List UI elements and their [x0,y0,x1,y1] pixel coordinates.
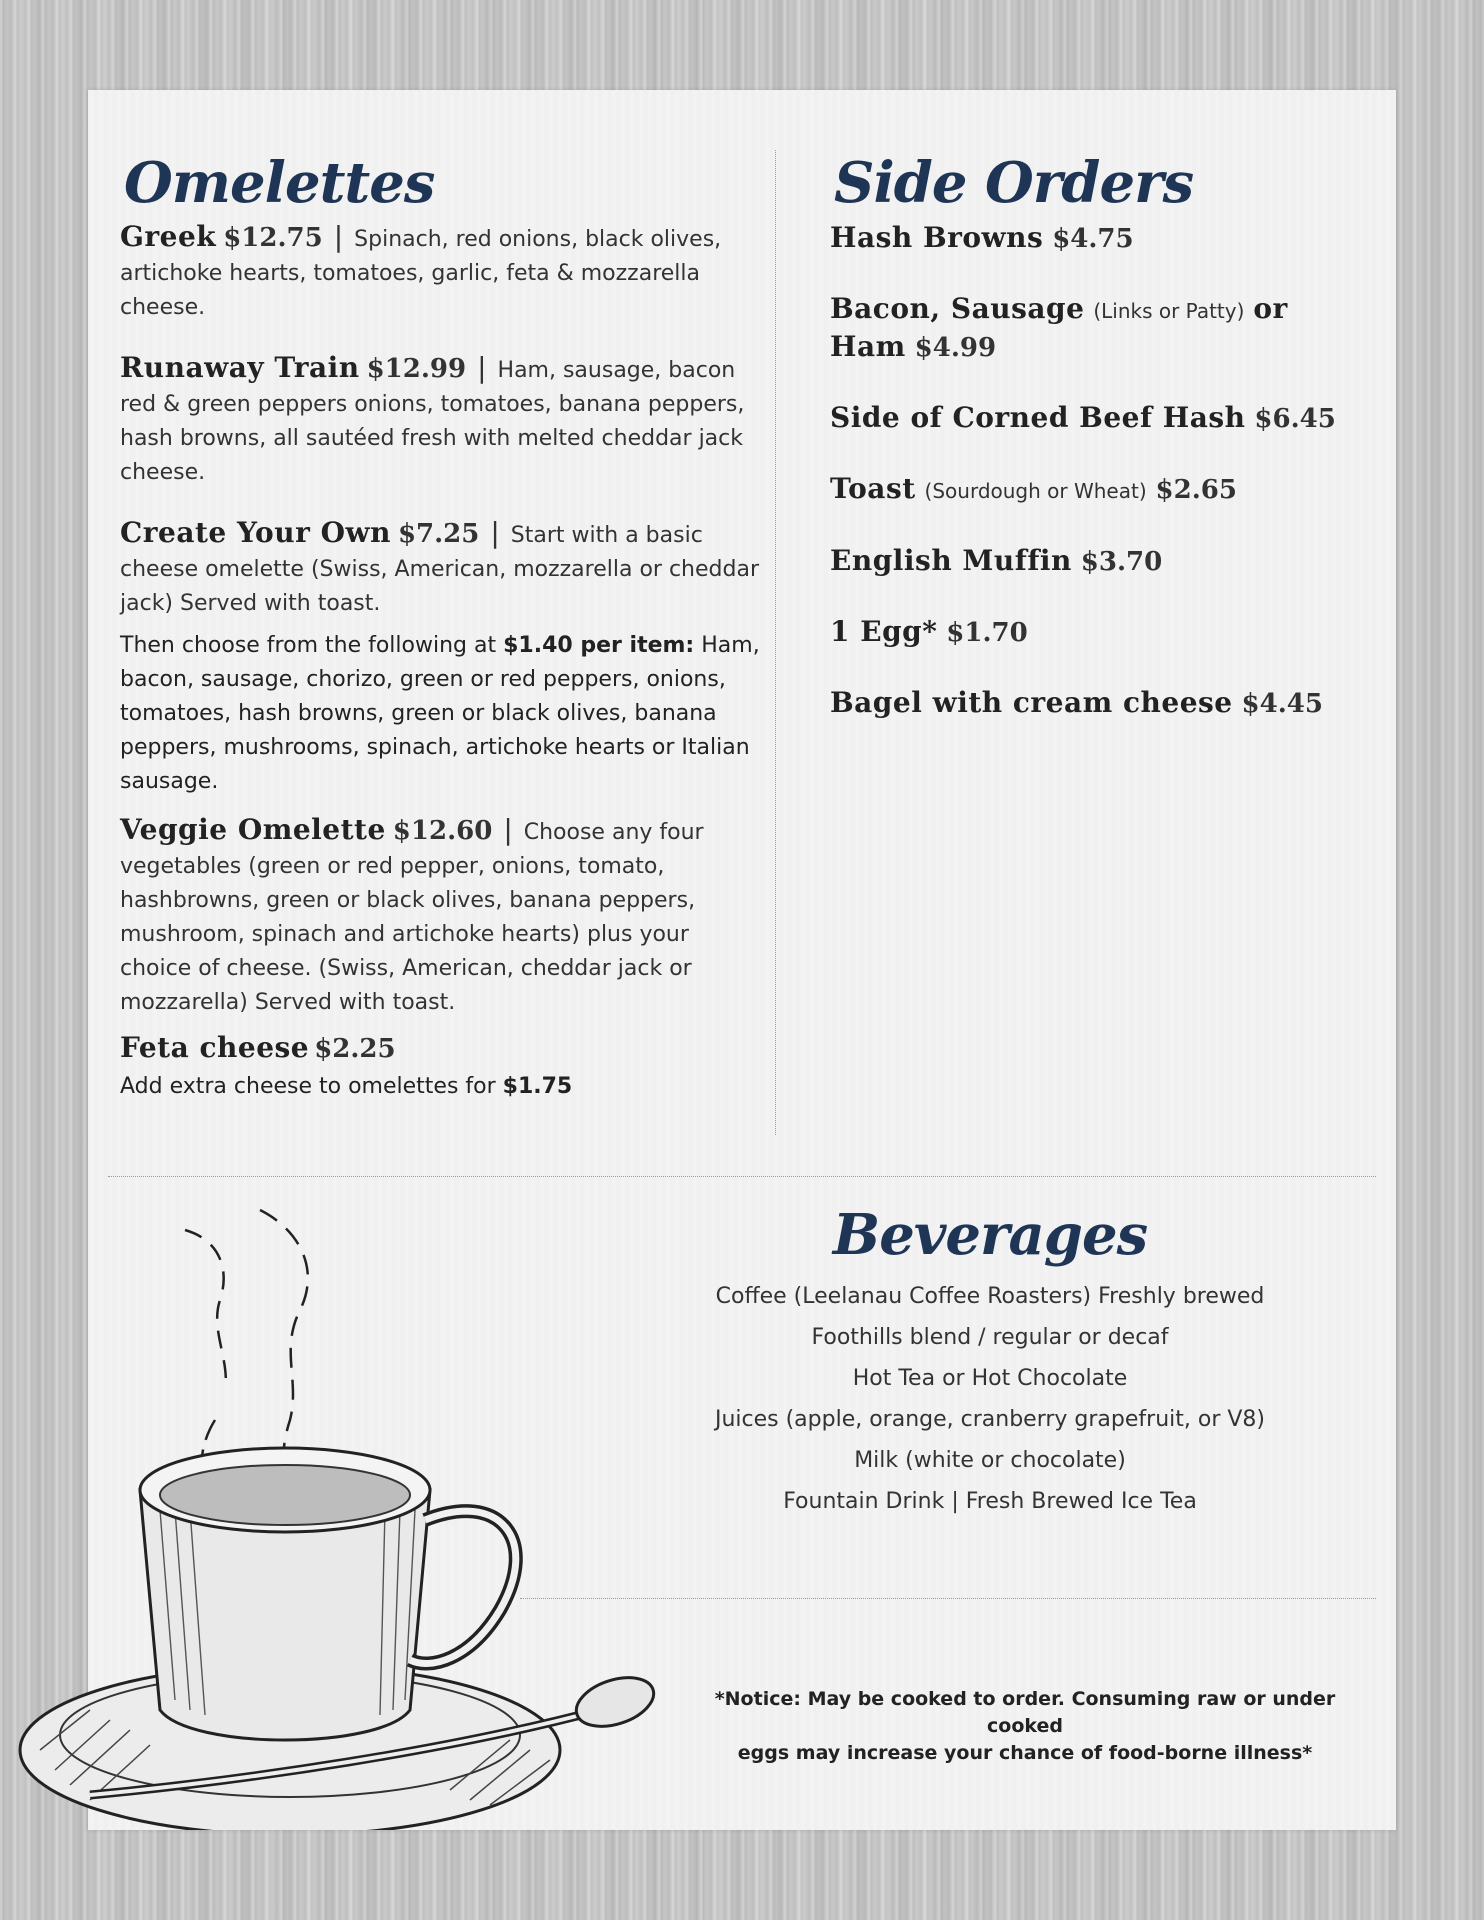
food-safety-notice [680,1686,1370,1767]
side-orders-title: Side Orders [834,150,1194,216]
beverage-line: Fountain Drink | Fresh Brewed Ice Tea [783,1489,1197,1514]
menu-item-feta [120,1030,760,1070]
item-price: $3.70 [1080,547,1163,577]
item-name: Toast [830,472,916,505]
extra-cheese-text: Add extra cheese to omelettes for [120,1074,496,1099]
item-price: $2.65 [1155,475,1237,505]
side-item-egg [830,614,1350,651]
item-name: 1 Egg* [830,615,938,648]
separator: | [333,220,344,253]
beverage-line: Foothills blend / regular or decaf [811,1325,1169,1350]
item-description: Ham, sausage, bacon red & green peppers onions, tomatoes, banana peppers, hash browns, all sautéed fresh with melted cheddar jack cheese. [120,358,745,485]
notice-line-1: *Notice: May be cooked to order. Consuming raw or under cooked [714,1688,1336,1737]
item-name: Runaway Train [120,351,360,384]
item-price: $4.75 [1052,224,1134,254]
separator: | [503,813,513,846]
side-item-hash-browns [830,220,1350,257]
omelettes-title: Omelettes [124,150,435,216]
item-price: $12.75 [223,223,323,253]
beverage-line: Milk (white or chocolate) [854,1448,1126,1473]
menu-item-veggie-omelette [120,813,760,1020]
item-name: Greek [120,220,217,253]
vertical-divider [775,150,776,1135]
horizontal-divider-top [108,1176,1376,1177]
item-description: Choose any four vegetables (green or red pepper, onions, tomato, hashbrowns, green or black olives, banana peppers, mushroom, spinach and artichoke hearts) plus your choice of cheese. (Swiss, American, cheddar jack or mozzarella) Served with toast. [120,820,704,1015]
side-item-bagel [830,685,1350,722]
menu-item-greek [120,220,760,325]
side-orders-section [830,148,1350,756]
topping-intro: Then choose from the following at [120,633,497,658]
item-name: Veggie Omelette [120,813,386,846]
item-price: $2.25 [314,1034,396,1064]
notice-line-2: eggs may increase your chance of food-borne illness* [737,1742,1313,1764]
item-price: $12.60 [392,816,493,846]
menu-item-create-your-own [120,516,760,621]
item-price: $4.45 [1241,689,1323,719]
side-item-english-muffin [830,543,1350,580]
item-name: Create Your Own [120,516,391,549]
item-description: Spinach, red onions, black olives, artichoke hearts, tomatoes, garlic, feta & mozzarella cheese. [120,227,722,320]
topping-price: $1.40 per item: [503,633,695,658]
item-name-2: or Ham [830,292,1288,363]
beverage-line: Juices (apple, orange, cranberry grapefruit, or V8) [714,1407,1266,1432]
beverage-line: Hot Tea or Hot Chocolate [852,1366,1128,1391]
item-price: $7.25 [397,519,480,549]
item-name: English Muffin [830,544,1072,577]
side-item-corned-beef-hash [830,400,1350,437]
item-price: $6.45 [1254,404,1336,434]
item-price: $4.99 [914,333,997,363]
separator: | [490,516,500,549]
coffee-cup-with-steam-and-spoon-icon [0,1190,700,1830]
item-name: Feta cheese [120,1031,310,1064]
menu-item-runaway-train [120,351,760,490]
topping-list: Ham, bacon, sausage, chorizo, green or red peppers, onions, tomatoes, hash browns, green or black olives, banana peppers, mushrooms, spinach, artichoke hearts or Italian sausage. [120,633,760,794]
item-price: $12.99 [366,354,467,384]
item-name: Hash Browns [830,221,1044,254]
beverage-line: Coffee (Leelanau Coffee Roasters) Freshly brewed [715,1284,1265,1309]
topping-options [120,629,760,799]
item-name: Bagel with cream cheese [830,686,1233,719]
beverages-title: Beverages [832,1202,1148,1268]
extra-cheese-note [120,1070,760,1104]
beverages-section [660,1200,1320,1522]
item-name: Side of Corned Beef Hash [830,401,1246,434]
separator: | [477,351,487,384]
side-item-toast [830,471,1350,509]
item-note: (Links or Patty) [1093,299,1245,323]
extra-cheese-price: $1.75 [502,1074,573,1099]
side-item-meat [830,291,1350,366]
item-price: $1.70 [946,618,1028,648]
item-note: (Sourdough or Wheat) [924,479,1147,503]
item-description: Start with a basic cheese omelette (Swiss, American, mozzarella or cheddar jack) Served with toast. [120,523,759,616]
item-name: Bacon, Sausage [830,292,1085,325]
omelettes-section [120,148,760,1104]
